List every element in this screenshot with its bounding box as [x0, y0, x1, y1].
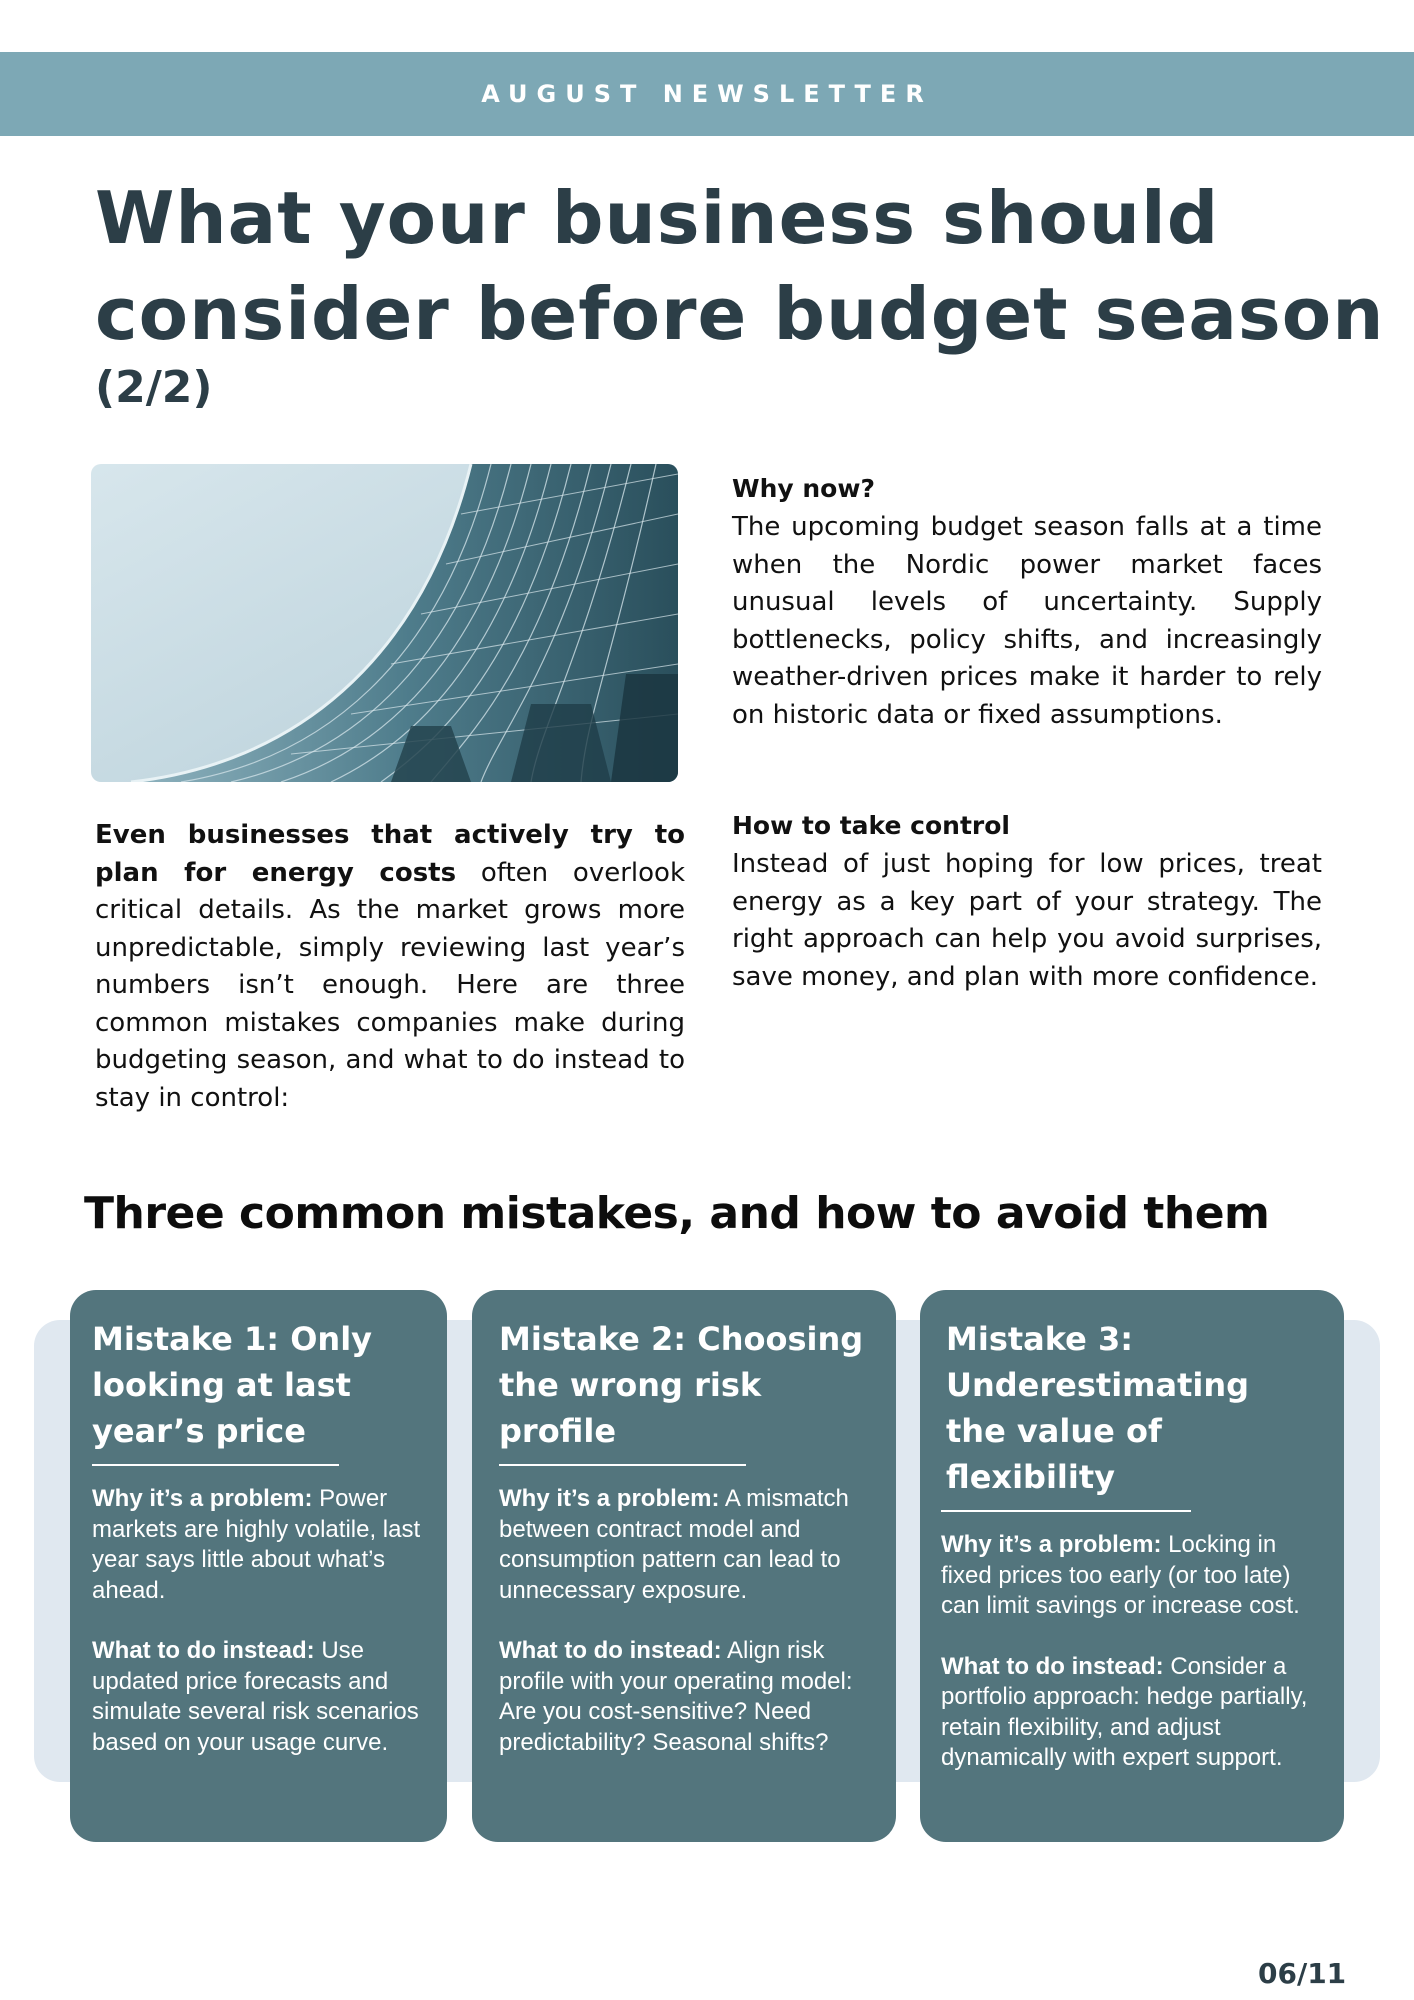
problem-text: Power markets are highly volatile, last year says little about what’s ahead. — [92, 1485, 421, 1604]
intro-paragraph — [95, 817, 685, 1117]
divider — [941, 1510, 1191, 1512]
mistake-problem — [499, 1484, 874, 1606]
page-number: 06/11 — [1258, 1957, 1347, 1990]
page-title: What your business should consider before budget season — [95, 176, 1385, 356]
mistake-problem — [941, 1530, 1316, 1622]
instead-text: Consider a portfolio approach: hedge partially, retain flexibility, and adjust dynamically with expert support. — [941, 1652, 1308, 1771]
mistake-title: Mistake 2: Choosing the wrong risk profile — [499, 1320, 864, 1450]
mistake-solution — [941, 1652, 1316, 1774]
banner-text: AUGUST NEWSLETTER — [481, 80, 933, 108]
section-body: Instead of just hoping for low prices, treat energy as a key part of your strategy. The right approach can help you avoid surprises, save money, and plan with more confidence. — [732, 849, 1322, 992]
newsletter-banner — [0, 52, 1414, 136]
instead-label: What to do instead: — [92, 1637, 315, 1664]
section-take-control — [732, 808, 1322, 996]
section-body: The upcoming budget season falls at a time when the Nordic power market faces unusual levels of uncertainty. Supply bottlenecks, policy shifts, and increasingly weather-driven prices make it harder to rely on historic data or fixed assumptions. — [732, 512, 1322, 730]
intro-rest: often overlook critical details. As the market grows more unpredictable, simply reviewing last year’s numbers isn’t enough. Here are three common mistakes companies make during budgeting season, and what to do instead to stay in control: — [95, 857, 685, 1113]
mistake-solution — [92, 1636, 425, 1758]
problem-text: Locking in fixed prices too early (or too late) can limit savings or increase cost. — [941, 1531, 1300, 1619]
building-photo — [91, 464, 678, 782]
problem-label: Why it’s a problem: — [92, 1485, 313, 1512]
section-heading: Why now? — [732, 474, 875, 503]
instead-label: What to do instead: — [941, 1652, 1164, 1680]
mistake-title: Mistake 3: Underestimating the value of flexibility — [946, 1320, 1250, 1496]
section-heading: How to take control — [732, 811, 1010, 840]
instead-text: Use updated price forecasts and simulate several risk scenarios based on your usage curve. — [92, 1637, 419, 1756]
problem-text: A mismatch between contract model and consumption pattern can lead to unnecessary exposure. — [499, 1485, 849, 1604]
instead-label: What to do instead: — [499, 1637, 722, 1664]
mistake-problem — [92, 1484, 425, 1606]
instead-text: Align risk profile with your operating model: Are you cost-sensitive? Need predictability? Seasonal shifts? — [499, 1637, 853, 1756]
mistake-card-2 — [472, 1290, 896, 1842]
mistakes-heading: Three common mistakes, and how to avoid them — [84, 1188, 1270, 1239]
mistake-solution — [499, 1636, 874, 1758]
page-subtitle: (2/2) — [95, 362, 213, 413]
divider — [499, 1464, 746, 1466]
problem-label: Why it’s a problem: — [499, 1485, 720, 1512]
mistake-card-1 — [70, 1290, 447, 1842]
intro-bold: Even businesses that actively try to plan for energy costs — [95, 820, 685, 888]
divider — [92, 1464, 339, 1466]
mistake-title: Mistake 1: Only looking at last year’s price — [92, 1320, 373, 1450]
mistake-card-3 — [920, 1290, 1344, 1842]
problem-label: Why it’s a problem: — [941, 1531, 1162, 1558]
section-why-now — [732, 471, 1322, 734]
